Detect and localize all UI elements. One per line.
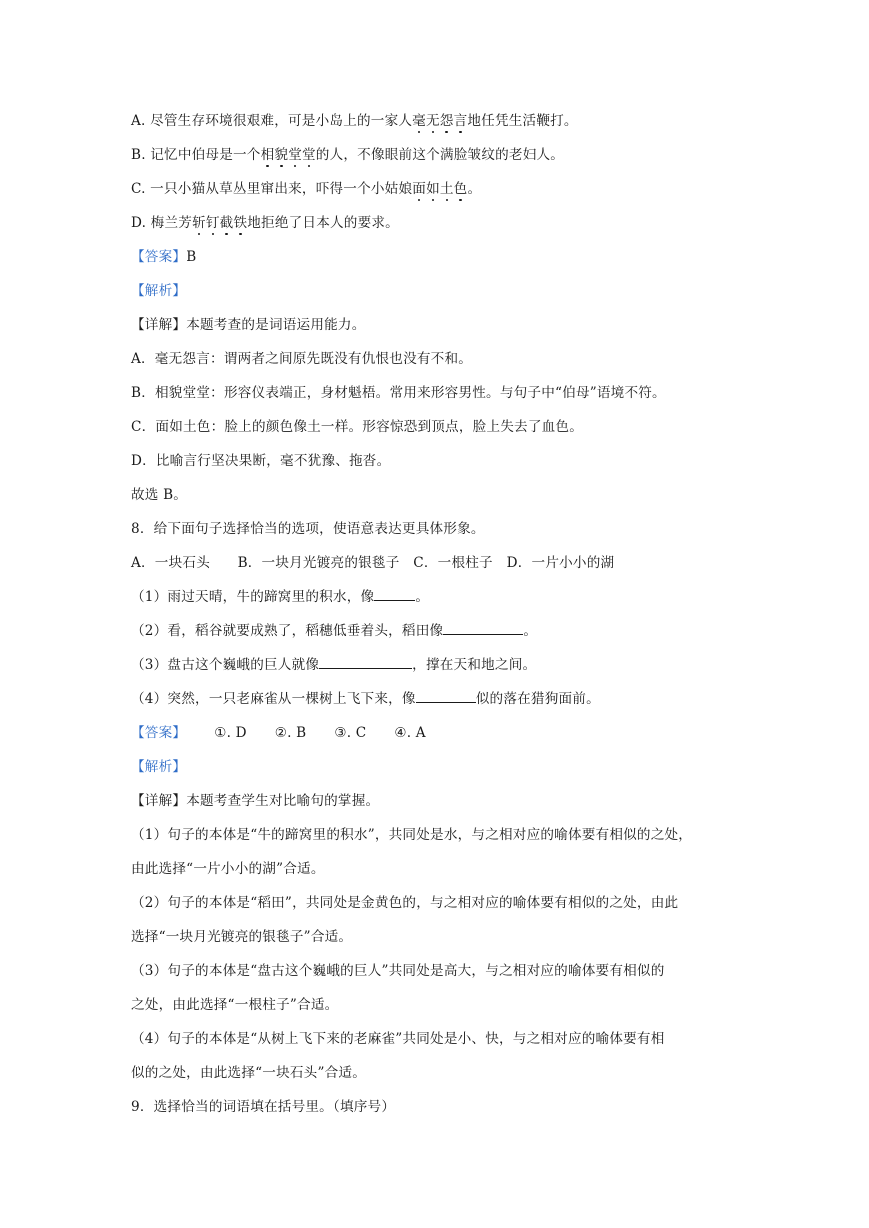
answer-item: ②. B <box>274 725 307 741</box>
fill-blank <box>416 690 476 703</box>
q8-detail: 【详解】本题考查学生对比喻句的掌握。 <box>131 793 380 809</box>
q8-explanation-line: （4）句子的本体是“从树上飞下来的老麻雀”共同处是小、快，与之相对应的喻体要有相 <box>131 1031 665 1047</box>
q8-explanation-line: （2）句子的本体是“稻田”，共同处是金黄色的，与之相对应的喻体要有相似的之处，由此 <box>131 895 679 911</box>
emphasis-char: 毫 <box>412 113 426 129</box>
detail-tag: 【详解】 <box>131 793 187 809</box>
q8-explanation-line: 之处，由此选择“一根柱子”合适。 <box>131 997 339 1013</box>
q7-conclusion: 故选 B。 <box>131 487 188 503</box>
q8-options: A．一块石头 B．一块月光镀亮的银毯子 C．一根柱子 D．一片小小的湖 <box>131 555 615 571</box>
detail-tag: 【详解】 <box>131 317 187 333</box>
answer-tag: 【答案】 <box>131 725 187 741</box>
analysis-tag: 【解析】 <box>131 283 187 299</box>
q8-explanation-line: （1）句子的本体是“牛的蹄窝里的积水”，共同处是水，与之相对应的喻体要有相似的之处， <box>131 827 693 843</box>
emphasis-char: 无 <box>425 113 440 129</box>
emphasis-char: 钉 <box>205 215 220 231</box>
emphasis-char: 斩 <box>192 215 206 231</box>
q8-explanation-line: 选择“一块月光镀亮的银毯子”合适。 <box>131 929 353 945</box>
q7-option-c: C. 一只小猫从草丛里窜出来，吓得一个小姑娘面如土色。 <box>131 181 482 197</box>
q8-sentence-2: （2）看，稻谷就要成熟了，稻穗低垂着头，稻田像 。 <box>131 623 538 639</box>
answer-item: ①. D <box>214 725 247 741</box>
q9-stem: 9．选择恰当的词语填在括号里。（填序号） <box>131 1099 396 1115</box>
answer-tag: 【答案】 <box>131 249 187 265</box>
q7-explanation-c: C．面如土色：脸上的颜色像土一样。形容惊恐到顶点，脸上失去了血色。 <box>131 419 583 435</box>
q7-option-d: D. 梅兰芳斩钉截铁地拒绝了日本人的要求。 <box>131 215 399 231</box>
emphasis-char: 堂 <box>288 147 302 163</box>
q8-stem: 8．给下面句子选择恰当的选项，使语意表达更具体形象。 <box>131 521 485 537</box>
q8-sentence-1: （1）雨过天晴，牛的蹄窝里的积水，像 。 <box>131 589 430 605</box>
analysis-tag: 【解析】 <box>131 759 187 775</box>
fill-blank <box>374 588 415 601</box>
q7-explanation-d: D．比喻言行坚决果断，毫不犹豫、拖沓。 <box>131 453 391 469</box>
emphasis-char: 如 <box>426 181 440 197</box>
emphasis-char: 色 <box>453 181 468 197</box>
q7-option-b: B. 记忆中伯母是一个相貌堂堂的人，不像眼前这个满脸皱纹的老妇人。 <box>131 147 565 163</box>
fill-blank <box>319 656 412 669</box>
q7-detail: 【详解】本题考查的是词语运用能力。 <box>131 317 366 333</box>
q8-explanation-line: 似的之处，由此选择“一块石头”合适。 <box>131 1065 366 1081</box>
q8-explanation-line: （3）句子的本体是“盘古这个巍峨的巨人”共同处是高大，与之相对应的喻体要有相似的 <box>131 963 665 979</box>
emphasis-char: 铁 <box>233 215 248 231</box>
q8-analysis <box>131 758 186 776</box>
q8-sentence-4: （4）突然，一只老麻雀从一棵树上飞下来，像 似的落在猎狗面前。 <box>131 691 600 707</box>
emphasis-char: 面 <box>412 181 427 197</box>
answer-item: ③. C <box>334 725 367 741</box>
emphasis-char: 相 <box>260 147 275 163</box>
emphasis-char: 貌 <box>274 147 289 163</box>
fill-blank <box>443 622 523 635</box>
emphasis-char: 怨 <box>439 113 454 129</box>
emphasis-char: 言 <box>453 113 468 129</box>
emphasis-char: 截 <box>219 215 234 231</box>
q7-explanation-b: B．相貌堂堂：形容仪表端正，身材魁梧。常用来形容男性。与句子中“伯母”语境不符。 <box>131 385 666 401</box>
q8-explanation-line: 由此选择“一片小小的湖”合适。 <box>131 861 325 877</box>
q8-sentence-3: （3）盘古这个巍峨的巨人就像 ，撑在天和地之间。 <box>131 657 537 673</box>
answer-item: ④. A <box>394 725 426 741</box>
emphasis-char: 堂 <box>302 147 316 163</box>
q7-answer: 【答案】B <box>131 249 197 265</box>
q7-analysis <box>131 282 186 300</box>
q7-option-a: A. 尽管生存环境很艰难，可是小岛上的一家人毫无怨言地任凭生活鞭打。 <box>131 113 578 129</box>
q8-answer <box>131 724 426 742</box>
q7-explanation-a: A．毫无怨言：谓两者之间原先既没有仇恨也没有不和。 <box>131 351 473 367</box>
emphasis-char: 土 <box>439 181 454 197</box>
